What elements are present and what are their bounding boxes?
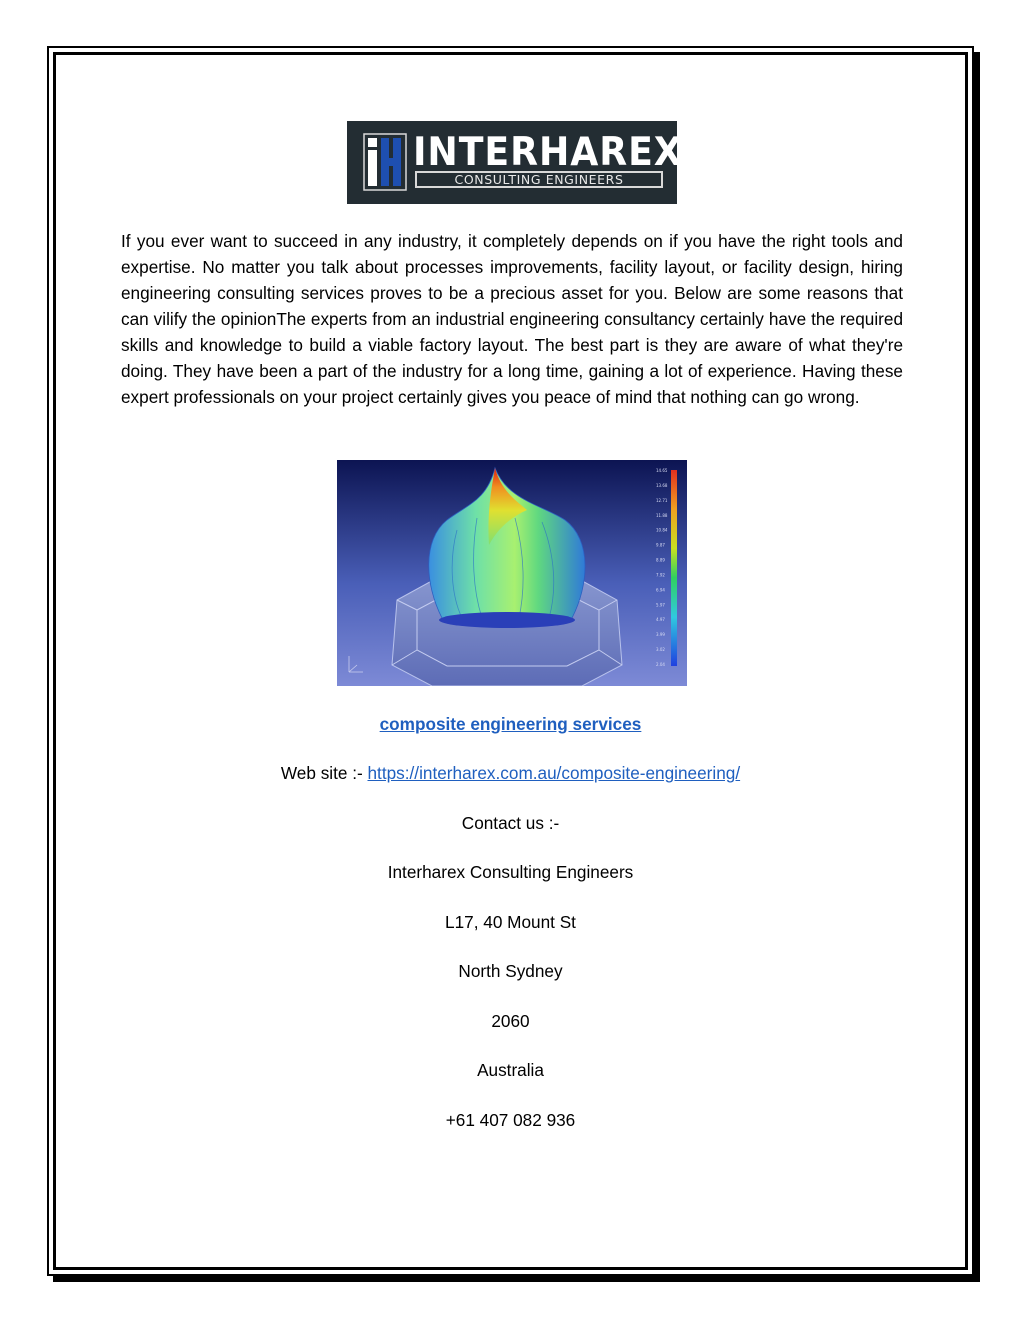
scale-tick-label: 5.97 xyxy=(656,602,665,608)
scale-tick-label: 2.04 xyxy=(656,662,665,667)
contact-suburb: North Sydney xyxy=(458,961,563,981)
logo-tagline: CONSULTING ENGINEERS xyxy=(415,171,663,188)
scale-tick-label: 3.99 xyxy=(656,632,665,638)
scale-tick-label: 8.89 xyxy=(656,557,665,563)
contact-heading: Contact us :- xyxy=(461,813,560,833)
intro-paragraph: If you ever want to succeed in any industry, it completely depends on if you have the right tools and expertise. No matter you talk about processes improvements, facility layout, or facility design, hiring engineering consulting services proves to be a precious asset for you. Below are some reasons that can vilify the opinionThe experts from an industrial engineering consultancy certainly have the required skills and knowledge to build a viable factory layout. The best part is they are aware of what they're doing. They have been a part of the industry for a long time, gaining a lot of experience. Having these expert professionals on your project certainly gives you peace of mind that nothing can go wrong. xyxy=(121,231,903,407)
contact-postcode: 2060 xyxy=(491,1011,530,1031)
composite-engineering-services-link[interactable]: composite engineering services xyxy=(379,714,642,734)
website-label: Web site :- xyxy=(280,763,368,783)
contact-company: Interharex Consulting Engineers xyxy=(387,862,634,882)
contact-country: Australia xyxy=(477,1060,544,1080)
service-link-line xyxy=(53,713,968,735)
logo-brand-name: INTERHAREX xyxy=(413,130,683,175)
company-logo xyxy=(347,121,683,204)
scale-tick-label: 6.94 xyxy=(656,587,665,593)
scale-tick-label: 3.02 xyxy=(656,647,665,653)
scale-tick-label: 14.65 xyxy=(656,468,668,473)
scale-tick-label: 9.87 xyxy=(656,542,665,548)
scale-tick-label: 7.92 xyxy=(656,572,665,578)
fea-dome-simulation-image xyxy=(337,460,687,686)
scale-tick-label: 13.68 xyxy=(656,482,668,488)
scale-tick-label: 12.71 xyxy=(656,497,668,503)
website-url-link[interactable]: https://interharex.com.au/composite-engineering/ xyxy=(367,763,741,783)
contact-phone: +61 407 082 936 xyxy=(445,1110,576,1130)
website-line xyxy=(53,762,968,784)
scale-tick-label: 11.88 xyxy=(656,512,668,518)
contact-street: L17, 40 Mount St xyxy=(445,912,576,932)
ih-monogram-icon xyxy=(363,133,407,191)
scale-tick-label: 10.84 xyxy=(656,527,668,533)
scale-tick-label: 4.97 xyxy=(656,617,665,623)
